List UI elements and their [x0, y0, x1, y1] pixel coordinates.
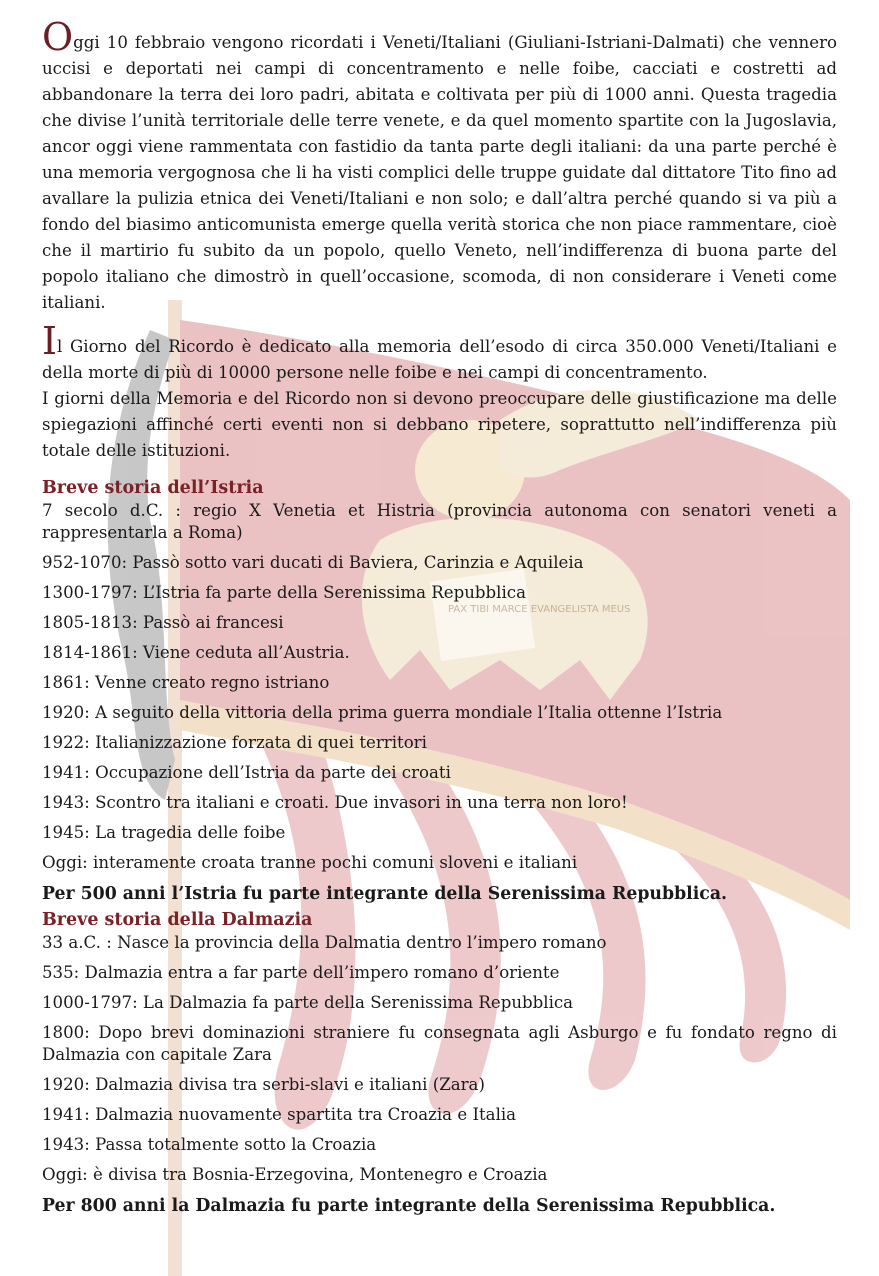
timeline-item: 1800: Dopo brevi dominazioni straniere fu consegnata agli Asburgo e fu fondato regno di Dalmazia con capitale Zara: [42, 1023, 837, 1064]
timeline-item: 1941: Dalmazia nuovamente spartita tra Croazia e Italia: [42, 1105, 517, 1124]
intro-dropcap: O: [42, 15, 74, 59]
timeline-item: 1943: Scontro tra italiani e croati. Due invasori in una terra non loro!: [42, 793, 628, 812]
timeline-item: 7 secolo d.C. : regio X Venetia et Histria (provincia autonoma con senatori veneti a rappresentarla a Roma): [42, 501, 837, 542]
document-page: [42, 15, 837, 1220]
dalmazia-title: Breve storia della Dalmazia: [42, 910, 313, 930]
timeline-item: 1814-1861: Viene ceduta all’Austria.: [42, 643, 350, 662]
ricordo-paragraph-2: I giorni della Memoria e del Ricordo non si devono preoccupare delle giustificazione ma delle spiegazioni affinché certi eventi non si debbano ripetere, soprattutto nell’indifferenza più totale delle istituzioni.: [42, 389, 837, 460]
ricordo-dropcap: I: [42, 319, 58, 363]
istria-timeline: [42, 500, 837, 874]
timeline-item: 1922: Italianizzazione forzata di quei territori: [42, 733, 427, 752]
timeline-item: 1941: Occupazione dell’Istria da parte dei croati: [42, 763, 451, 782]
istria-conclusion: Per 500 anni l’Istria fu parte integrante della Serenissima Repubblica.: [42, 884, 728, 904]
dalmazia-timeline: [42, 932, 837, 1186]
timeline-item: 1943: Passa totalmente sotto la Croazia: [42, 1135, 377, 1154]
timeline-item: 1920: Dalmazia divisa tra serbi-slavi e italiani (Zara): [42, 1075, 485, 1094]
dalmazia-conclusion: Per 800 anni la Dalmazia fu parte integrante della Serenissima Repubblica.: [42, 1196, 776, 1216]
istria-title: Breve storia dell’Istria: [42, 478, 264, 498]
ricordo-text: l Giorno del Ricordo è dedicato alla memoria dell’esodo di circa 350.000 Veneti/Italiani e della morte di più di 10000 persone nelle foibe e nei campi di concentramento.: [42, 337, 837, 382]
timeline-item: Oggi: interamente croata tranne pochi comuni sloveni e italiani: [42, 853, 578, 872]
ricordo-paragraph: [42, 319, 837, 386]
timeline-item: 1945: La tragedia delle foibe: [42, 823, 286, 842]
timeline-item: 1920: A seguito della vittoria della prima guerra mondiale l’Italia ottenne l’Istria: [42, 703, 723, 722]
timeline-item: 33 a.C. : Nasce la provincia della Dalmatia dentro l’impero romano: [42, 933, 607, 952]
intro-paragraph: [42, 15, 837, 316]
timeline-item: Oggi: è divisa tra Bosnia-Erzegovina, Montenegro e Croazia: [42, 1165, 548, 1184]
timeline-item: 1805-1813: Passò ai francesi: [42, 613, 284, 632]
timeline-item: 1861: Venne creato regno istriano: [42, 673, 330, 692]
timeline-item: 535: Dalmazia entra a far parte dell’impero romano d’oriente: [42, 963, 560, 982]
book-inscription: PAX TIBI MARCE EVANGELISTA MEUS: [448, 604, 631, 615]
timeline-item: 1300-1797: L’Istria fa parte della Serenissima Repubblica: [42, 583, 526, 602]
intro-text: ggi 10 febbraio vengono ricordati i Veneti/Italiani (Giuliani-Istriani-Dalmati) che vennero uccisi e deportati nei campi di concentramento e nelle foibe, cacciati e costretti ad abbandonare la terra dei loro padri, abitata e coltivata per più di 1000 anni. Questa tragedia che divise l’unità territoriale delle terre venete, e da quel momento spartite con la Jugoslavia, ancor oggi viene rammentata con fastidio da tanta parte degli italiani: da una parte perché è una memoria vergognosa che li ha visti complici delle truppe guidate dal dittatore Tito fino ad avallare la pulizia etnica dei Veneti/Italiani e non solo; e dall’altra perché quando si va più a fondo del biasimo anticomunista emerge quella verità storica che non piace rammentare, cioè che il martirio fu subito da un popolo, quello Veneto, nell’indifferenza di buona parte del popolo italiano che dimostrò in quell’occasione, scomoda, di non considerare i Veneti come italiani.: [42, 33, 837, 312]
timeline-item: 1000-1797: La Dalmazia fa parte della Serenissima Repubblica: [42, 993, 574, 1012]
timeline-item: 952-1070: Passò sotto vari ducati di Baviera, Carinzia e Aquileia: [42, 553, 584, 572]
